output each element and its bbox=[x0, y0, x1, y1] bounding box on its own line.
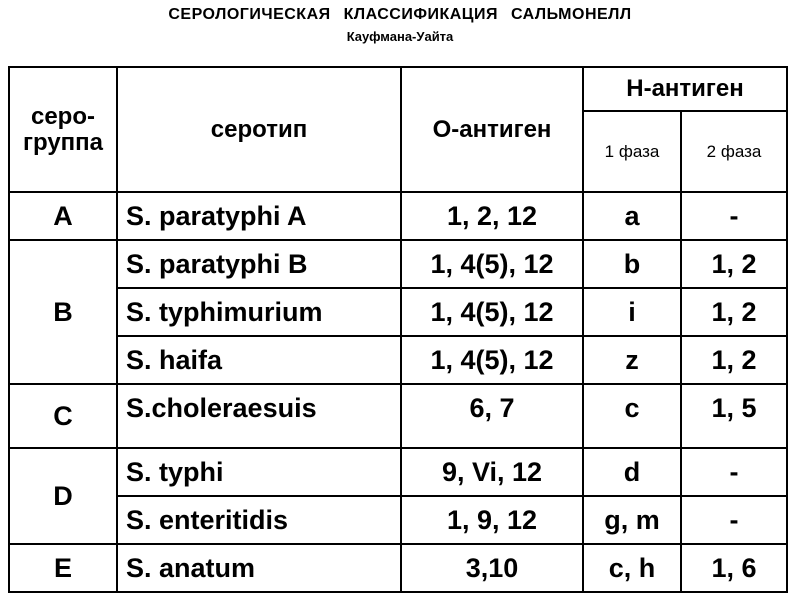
table-row bbox=[9, 384, 787, 448]
serotype-cell: S. haifa bbox=[117, 336, 401, 384]
h-phase1-cell: g, m bbox=[583, 496, 681, 544]
o-antigen-cell: 1, 9, 12 bbox=[401, 496, 583, 544]
h-phase1-cell: d bbox=[583, 448, 681, 496]
table-row bbox=[9, 240, 787, 288]
table-row bbox=[9, 336, 787, 384]
serotype-cell: S. typhi bbox=[117, 448, 401, 496]
serotype-cell: S.choleraesuis bbox=[117, 384, 401, 448]
h-phase2-cell: - bbox=[681, 192, 787, 240]
phase1-header: 1 фаза bbox=[583, 111, 681, 192]
h-phase1-cell: c, h bbox=[583, 544, 681, 592]
classification-table bbox=[8, 66, 788, 593]
table-row bbox=[9, 288, 787, 336]
serotype-header: серотип bbox=[117, 67, 401, 192]
table-row bbox=[9, 448, 787, 496]
page-subtitle: Кауфмана-Уайта bbox=[346, 29, 454, 44]
h-phase1-cell: a bbox=[583, 192, 681, 240]
o-antigen-cell: 1, 4(5), 12 bbox=[401, 336, 583, 384]
serotype-cell: S. enteritidis bbox=[117, 496, 401, 544]
serotype-cell: S. typhimurium bbox=[117, 288, 401, 336]
o-antigen-cell: 9, Vi, 12 bbox=[401, 448, 583, 496]
table-row bbox=[9, 496, 787, 544]
header-row bbox=[9, 67, 787, 111]
serogroup-cell: D bbox=[9, 448, 117, 544]
h-phase2-cell: 1, 6 bbox=[681, 544, 787, 592]
h-phase1-cell: c bbox=[583, 384, 681, 448]
serogroup-cell: E bbox=[9, 544, 117, 592]
h-phase1-cell: i bbox=[583, 288, 681, 336]
serogroup-cell: A bbox=[9, 192, 117, 240]
h-antigen-header: Н-антиген bbox=[583, 67, 787, 111]
page-title: СЕРОЛОГИЧЕСКАЯ КЛАССИФИКАЦИЯ САЛЬМОНЕЛЛ bbox=[168, 6, 632, 23]
serogroup-cell: C bbox=[9, 384, 117, 448]
o-antigen-cell: 6, 7 bbox=[401, 384, 583, 448]
o-antigen-cell: 3,10 bbox=[401, 544, 583, 592]
o-antigen-header: О-антиген bbox=[401, 67, 583, 192]
h-phase2-cell: - bbox=[681, 448, 787, 496]
h-phase2-cell: 1, 2 bbox=[681, 288, 787, 336]
h-phase1-cell: z bbox=[583, 336, 681, 384]
h-phase2-cell: 1, 5 bbox=[681, 384, 787, 448]
table-row bbox=[9, 544, 787, 592]
serotype-cell: S. anatum bbox=[117, 544, 401, 592]
serogroup-header bbox=[9, 67, 117, 192]
o-antigen-cell: 1, 4(5), 12 bbox=[401, 288, 583, 336]
h-phase2-cell: - bbox=[681, 496, 787, 544]
h-phase2-cell: 1, 2 bbox=[681, 336, 787, 384]
o-antigen-cell: 1, 2, 12 bbox=[401, 192, 583, 240]
o-antigen-cell: 1, 4(5), 12 bbox=[401, 240, 583, 288]
serotype-cell: S. paratyphi B bbox=[117, 240, 401, 288]
phase2-header: 2 фаза bbox=[681, 111, 787, 192]
serotype-cell: S. paratyphi A bbox=[117, 192, 401, 240]
serogroup-cell: B bbox=[9, 240, 117, 384]
serogroup-header-line2: группа bbox=[22, 128, 104, 156]
table-row bbox=[9, 192, 787, 240]
serogroup-header-line1: серо- bbox=[30, 102, 95, 130]
h-phase2-cell: 1, 2 bbox=[681, 240, 787, 288]
h-phase1-cell: b bbox=[583, 240, 681, 288]
